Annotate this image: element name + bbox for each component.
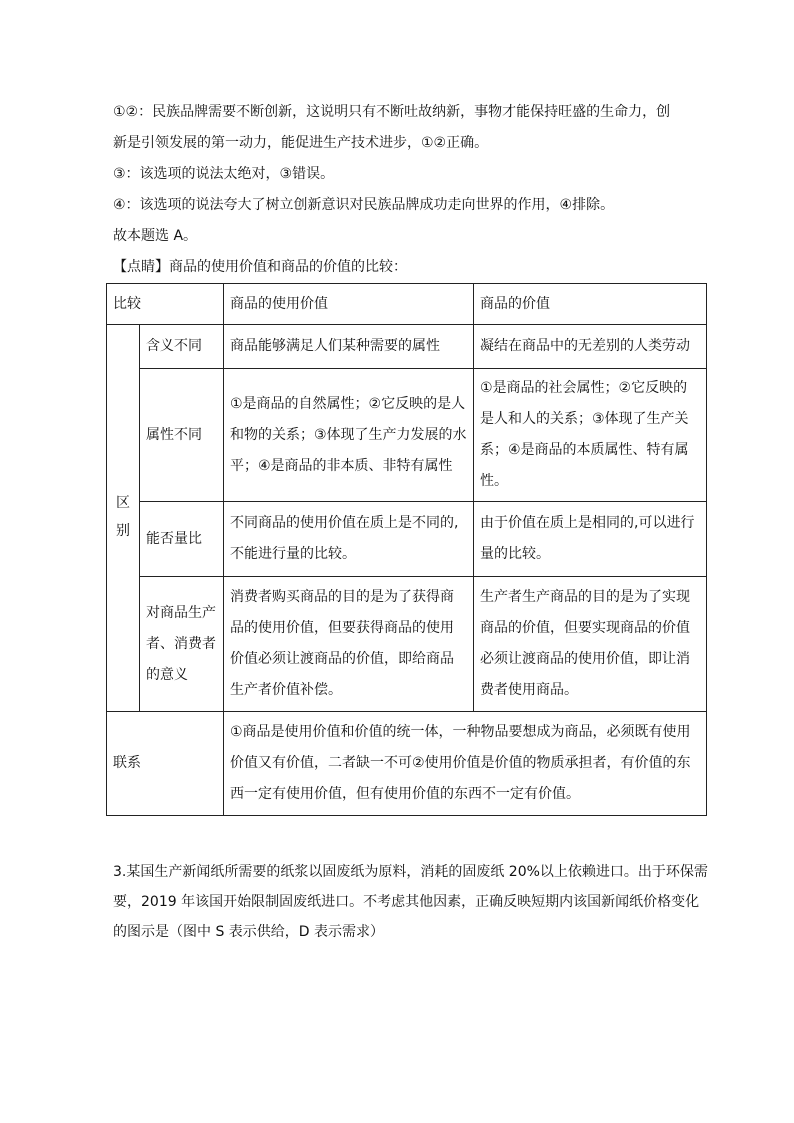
link-label: 联系 (107, 712, 224, 816)
row-value-cell: 由于价值在质上是相同的,可以进行量的比较。 (474, 502, 707, 577)
row-label: 能否量比 (140, 502, 224, 577)
header-value: 商品的价值 (474, 284, 707, 325)
paragraph-3: ③：该选项的说法太绝对，③错误。 (113, 166, 335, 182)
table-row (107, 369, 707, 502)
row-use-cell: ①是商品的自然属性；②它反映的是人和物的关系；③体现了生产力发展的水平；④是商品的非本质、非特有属性 (224, 369, 474, 502)
row-label: 属性不同 (140, 369, 224, 502)
row-value-cell: ①是商品的社会属性；②它反映的是人和人的关系；③体现了生产关系；④是商品的本质属性、特有属性。 (474, 369, 707, 502)
tip-heading: 【点睛】商品的使用价值和商品的价值的比较： (113, 259, 407, 275)
table-row (107, 502, 707, 577)
comparison-table (106, 283, 707, 816)
table-row (107, 325, 707, 369)
row-value-cell: 凝结在商品中的无差别的人类劳动 (474, 325, 707, 369)
paragraph-5: 故本题选 A。 (113, 228, 198, 244)
paragraph-1: ①②：民族品牌需要不断创新，这说明只有不断吐故纳新，事物才能保持旺盛的生命力，创 (113, 104, 671, 120)
group-label-difference: 区别 (107, 325, 140, 712)
question-3: 3.某国生产新闻纸所需要的纸浆以固废纸为原料，消耗的固废纸 20%以上依赖进口。出于环保需要，2019 年该国开始限制固废纸进口。不考虑其他因素，正确反映短期内该国新闻纸价格变化的图示是（图中 S 表示供给，D 表示需求） (113, 864, 708, 940)
row-use-cell: 消费者购买商品的目的是为了获得商品的使用价值，但要获得商品的使用价值必须让渡商品的价值，即给商品生产者价值补偿。 (224, 577, 474, 712)
row-value-cell: 生产者生产商品的目的是为了实现商品的价值，但要实现商品的价值必须让渡商品的使用价值，即让消费者使用商品。 (474, 577, 707, 712)
header-compare: 比较 (107, 284, 224, 325)
paragraph-2: 新是引领发展的第一动力，能促进生产技术进步，①②正确。 (113, 135, 489, 151)
paragraph-4: ④：该选项的说法夸大了树立创新意识对民族品牌成功走向世界的作用，④排除。 (113, 197, 615, 213)
row-label: 含义不同 (140, 325, 224, 369)
table-row (107, 577, 707, 712)
row-label: 对商品生产者、消费者的意义 (140, 577, 224, 712)
header-use-value: 商品的使用价值 (224, 284, 474, 325)
link-text: ①商品是使用价值和价值的统一体，一种物品要想成为商品，必须既有使用价值又有价值，二者缺一不可②使用价值是价值的物质承担者，有价值的东西一定有使用价值，但有使用价值的东西不一定有价值。 (224, 712, 707, 816)
table-header-row (107, 284, 707, 325)
table-row-link (107, 712, 707, 816)
row-use-cell: 商品能够满足人们某种需要的属性 (224, 325, 474, 369)
row-use-cell: 不同商品的使用价值在质上是不同的,不能进行量的比较。 (224, 502, 474, 577)
